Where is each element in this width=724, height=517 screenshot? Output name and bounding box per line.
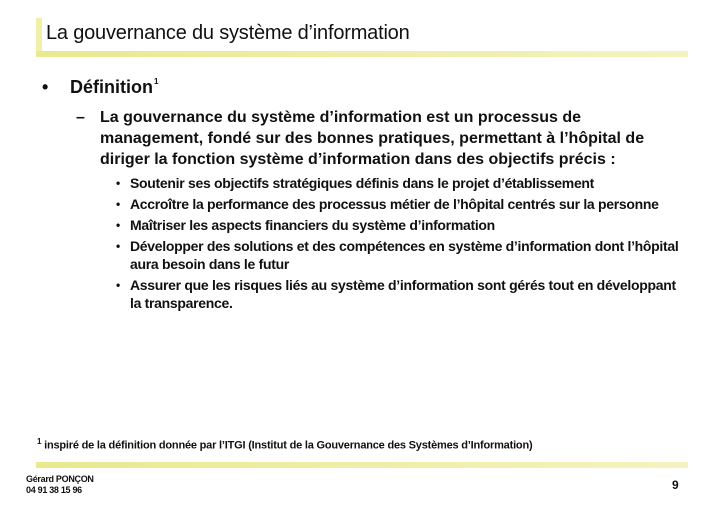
footnote-text: inspiré de la définition donnée par l’ITGI (Institut de la Gouvernance des Systèmes d’Information) <box>41 439 533 452</box>
definition-paragraph <box>76 107 686 170</box>
page-number: 9 <box>672 478 679 492</box>
bullet-icon: • <box>116 239 120 253</box>
bullet-icon: • <box>116 218 120 232</box>
definition-heading <box>42 77 158 98</box>
bullet-icon: • <box>116 197 120 211</box>
footer-author-block <box>26 474 94 496</box>
objective-text: Accroître la performance des processus métier de l’hôpital centrés sur la personne <box>130 196 659 212</box>
list-item <box>116 276 682 312</box>
footnote <box>36 437 532 452</box>
title-underline <box>36 51 688 57</box>
definition-text: La gouvernance du système d’information est un processus de management, fondé sur des bonnes pratiques, permettant à l’hôpital de diriger la fonction système d’information dans des objectifs précis : <box>100 109 645 168</box>
objective-text: Soutenir ses objectifs stratégiques définis dans le projet d’établissement <box>130 175 595 191</box>
slide-title: La gouvernance du système d’information <box>46 22 410 44</box>
definition-footnote-marker: 1 <box>154 77 159 86</box>
author-name: Gérard PONÇON <box>26 474 94 484</box>
definition-label: Définition <box>70 77 153 97</box>
footer-rule <box>36 462 688 468</box>
bullet-icon: • <box>116 278 120 292</box>
footnote-marker: 1 <box>37 437 42 446</box>
bullet-icon: • <box>116 176 120 190</box>
objective-text: Maîtriser les aspects financiers du système d’information <box>130 217 495 233</box>
list-item <box>116 216 682 234</box>
list-item <box>116 195 682 213</box>
bullet-icon: • <box>42 77 49 97</box>
objectives-list <box>116 174 682 315</box>
dash-icon: – <box>76 109 85 126</box>
list-item <box>116 174 682 192</box>
list-item <box>116 237 682 273</box>
author-phone: 04 91 38 15 96 <box>26 485 82 495</box>
objective-text: Assurer que les risques liés au système d’information sont gérés tout en développant la transparence. <box>130 277 676 311</box>
objective-text: Développer des solutions et des compétences en système d’information dont l’hôpital aura besoin dans le futur <box>130 238 679 272</box>
